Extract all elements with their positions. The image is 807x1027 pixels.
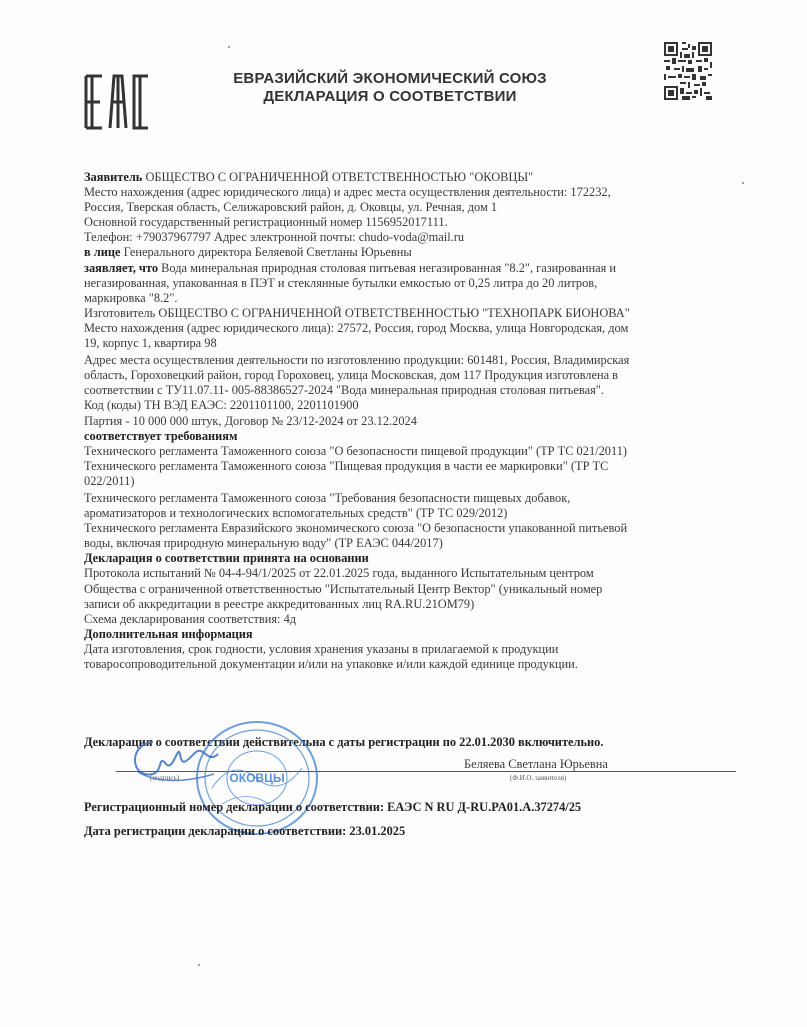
additional-line-2: товаросопроводительной документации и/или на упаковке и/или каждой единице продукции. [84,657,578,671]
signature-caption: (подпись) [150,774,180,782]
declaration-body [84,170,734,672]
manufacturer-line-8: Партия - 10 000 000 штук, Договор № 23/12-2024 от 23.12.2024 [84,413,417,428]
manufacturer-line-6: соответствии с ТУ11.07.11- 005-88386527-2024 "Вода минеральная природная столовая питьевая". [84,383,604,398]
person-name: Генерального директора Беляевой Светланы Юрьевны [123,245,412,260]
declares-line-2: негазированная, упакованная в ПЭТ и стеклянные бутылки емкостью от 0,25 литра до 20 литров, [84,275,598,290]
basis-line-1: Протокола испытаний № 04-4-94/1/2025 от 22.01.2025 года, выданного Испытательным центром [84,566,594,581]
header-title [190,70,590,106]
additional-line-1: Дата изготовления, срок годности, условия хранения указаны в прилагаемой к продукции [84,641,559,656]
basis-heading: Декларация о соответствии принята на основании [84,551,369,566]
requirements-line-5: ароматизаторов и технологических вспомогательных средств" (ТР ТС 029/2012) [84,506,508,521]
qr-code [664,42,712,100]
basis-line-3: записи об аккредитации в реестре аккредитованных лиц RA.RU.21OM79) [84,596,475,611]
svg-text:ОКОВЦЫ: ОКОВЦЫ [229,771,285,785]
registration-date: Дата регистрации декларации о соответствии: 23.01.2025 [84,824,406,838]
applicant-contacts: Телефон: +79037967797 Адрес электронной почты: chudo-voda@mail.ru [84,230,465,245]
additional-heading: Дополнительная информация [84,626,253,641]
name-caption: (Ф.И.О. заявителя) [510,774,567,782]
applicant-line [84,170,734,185]
manufacturer-line-7: Код (коды) ТН ВЭД ЕАЭС: 2201101100, 2201101900 [84,398,359,413]
requirements-line-7: воды, включая природную минеральную воду" (ТР ЕАЭС 044/2017) [84,536,443,551]
requirements-line-2: Технического регламента Таможенного союза "Пищевая продукция в части ее маркировки" (ТР ТС [84,458,609,473]
requirements-line-3: 022/2011) [84,473,135,488]
header-title-line2: ДЕКЛАРАЦИЯ О СООТВЕТСТВИИ [263,88,517,105]
manufacturer-line-3: 19, корпус 1, квартира 98 [84,336,217,351]
basis-line-2: Общества с ограниченной ответственностью "Испытательный Центр Вектор" (уникальный номер [84,581,603,596]
eac-logo [82,72,152,132]
declares-line-1 [84,261,734,276]
manufacturer-line-2: Место нахождения (адрес юридического лица): 27572, Россия, город Москва, улица Новгородская, дом [84,320,629,335]
person-label: в лице [84,245,121,260]
applicant-person [84,245,734,260]
applicant-address-2: Россия, Тверская область, Селижаровский район, д. Оковцы, ул. Речная, дом 1 [84,200,498,215]
declares-label: заявляет, что [84,260,159,275]
validity-text: Декларация о соответствии действительна с даты регистрации по 22.01.2030 включительно. [84,735,604,749]
declares-text-1: Вода минеральная природная столовая питьевая негазированная "8.2", газированная и [161,260,617,275]
requirements-line-4: Технического регламента Таможенного союза "Требования безопасности пищевых добавок, [84,490,571,505]
scan-speck [742,182,744,184]
scan-speck [198,964,200,966]
applicant-label: Заявитель [84,170,143,184]
signer-name: Беляева Светлана Юрьевна [464,757,608,771]
registration-number: Регистрационный номер декларации о соответствии: ЕАЭС N RU Д-RU.PA01.A.37274/25 [84,800,582,814]
applicant-address-1: Место нахождения (адрес юридического лица) и адрес места осуществления деятельности: 172232, [84,185,611,200]
manufacturer-line-4: Адрес места осуществления деятельности по изготовлению продукции: 601481, Россия, Владимирская [84,353,630,368]
basis-line-4: Схема декларирования соответствия: 4д [84,611,297,626]
requirements-line-1: Технического регламента Таможенного союза "О безопасности пищевой продукции" (ТР ТС 021/2011) [84,443,628,458]
applicant-ogrn: Основной государственный регистрационный номер 1156952017111. [84,215,448,230]
handwritten-signature [118,724,228,794]
manufacturer-line-1: Изготовитель ОБЩЕСТВО С ОГРАНИЧЕННОЙ ОТВЕТСТВЕННОСТЬЮ "ТЕХНОПАРК БИОНОВА" [84,305,630,320]
applicant-name: ОБЩЕСТВО С ОГРАНИЧЕННОЙ ОТВЕТСТВЕННОСТЬЮ "ОКОВЦЫ" [145,170,534,184]
requirements-heading: соответствует требованиям [84,428,238,443]
requirements-line-6: Технического регламента Евразийского экономического союза "О безопасности упакованной питьевой [84,521,628,536]
declares-line-3: маркировка "8.2". [84,290,178,305]
manufacturer-line-5: область, Гороховецкий район, город Гороховец, улица Московская, дом 117 Продукция изготовлена в [84,368,619,383]
header-title-line1: ЕВРАЗИЙСКИЙ ЭКОНОМИЧЕСКИЙ СОЮЗ [233,70,547,87]
scan-speck [228,46,230,48]
